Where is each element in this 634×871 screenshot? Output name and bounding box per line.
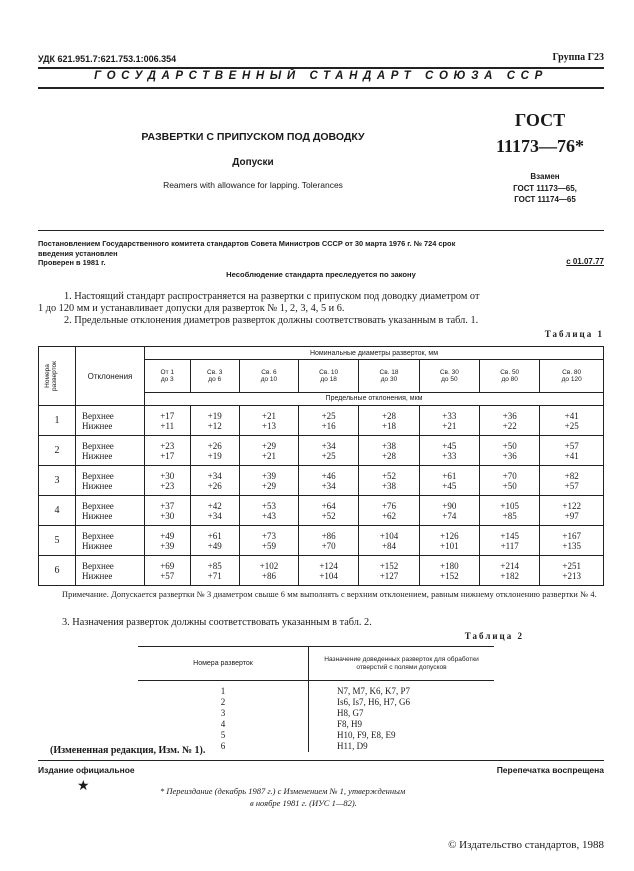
deviation-cell [419, 556, 479, 586]
range-from: Св. 80 [562, 368, 582, 376]
t2-col-purpose: Назначение доведенных разверток для обработки отверстий с полями допусков [309, 647, 495, 681]
paragraph-1b: 1 до 120 мм и устанавливает допуски для разверток № 1, 2, 3, 4, 5 и 6. [38, 303, 345, 314]
lower-value: +25 [564, 420, 579, 431]
deviation-cell [298, 526, 358, 556]
lower-value: +71 [207, 570, 222, 581]
upper-value: +37 [160, 500, 175, 511]
upper-value: +122 [562, 500, 581, 511]
decree-rule [38, 230, 604, 231]
lower-value: +34 [321, 480, 336, 491]
deviation-cell [239, 496, 298, 526]
upper-value: +30 [160, 470, 175, 481]
lower-value: +12 [207, 420, 222, 431]
deviation-cell [239, 406, 298, 436]
range-header [190, 360, 239, 393]
deviation-cell [480, 406, 540, 436]
upper-value: +36 [502, 410, 517, 421]
lower-value: +21 [442, 420, 457, 431]
range-to: до 120 [561, 375, 582, 383]
deviation-cell [359, 466, 419, 496]
limits-header: Предельные отклонения, мкм [145, 392, 604, 405]
table-row [39, 496, 604, 526]
upper-value: +76 [381, 500, 397, 511]
upper-value: +23 [160, 440, 175, 451]
paragraph-2: 2. Предельные отклонения диаметров разверток должны соответствовать указанным в табл. 1. [64, 315, 479, 326]
lower-value: +38 [381, 480, 397, 491]
lower-value: +86 [261, 570, 276, 581]
range-header [359, 360, 419, 393]
range-from: Св. 6 [261, 368, 277, 376]
reamer-number: 5 [39, 526, 76, 556]
deviation-cell [480, 436, 540, 466]
lower-label: Нижнее [82, 510, 113, 521]
deviation-cell [190, 466, 239, 496]
upper-value: +42 [207, 500, 222, 511]
upper-value: +50 [502, 440, 517, 451]
upper-label: Верхнее [82, 470, 114, 481]
upper-value: +46 [321, 470, 336, 481]
range-from: Св. 10 [319, 368, 339, 376]
table-row [39, 466, 604, 496]
upper-value: +167 [562, 530, 581, 541]
range-header [419, 360, 479, 393]
deviation-cell [359, 526, 419, 556]
decree-line-1: Постановлением Государственного комитета стандартов Совета Министров СССР от 30 марта 1976 г. № 724 срок [38, 239, 456, 248]
purpose-table [138, 646, 494, 752]
lower-value: +127 [379, 570, 399, 581]
english-title: Reamers with allowance for lapping. Tolerances [163, 180, 343, 190]
upper-value: +90 [442, 500, 457, 511]
lower-value: +21 [261, 450, 276, 461]
deviation-cell [540, 436, 604, 466]
decree-line-2: введения установлен [38, 249, 118, 258]
lower-value: +84 [381, 540, 397, 551]
footer-rule [38, 760, 604, 761]
reprint-prohibited: Перепечатка воспрещена [496, 765, 604, 775]
header-rule-top [38, 67, 604, 69]
table-row [39, 556, 604, 586]
decree-line-3: Проверен в 1981 г. [38, 258, 106, 267]
upper-value: +34 [207, 470, 222, 481]
deviation-cell [540, 556, 604, 586]
upper-value: +29 [261, 440, 276, 451]
range-header [298, 360, 358, 393]
deviation-labels [76, 436, 145, 466]
lower-value: +152 [440, 570, 459, 581]
deviation-cell [480, 556, 540, 586]
t2-purpose: N7, M7, K6, K7, P7 [337, 686, 411, 696]
upper-value: +52 [381, 470, 397, 481]
table-row [138, 719, 494, 730]
upper-value: +102 [259, 560, 279, 571]
t2-purpose: H11, D9 [337, 741, 368, 751]
state-standard-banner: ГОСУДАРСТВЕННЫЙ СТАНДАРТ СОЮЗА ССР [94, 70, 548, 82]
lower-label: Нижнее [82, 420, 113, 431]
document-subtitle: Допуски [232, 157, 274, 168]
lower-value: +62 [381, 510, 397, 521]
table-row [138, 697, 494, 708]
upper-value: +25 [321, 410, 336, 421]
deviation-cell [540, 406, 604, 436]
deviation-cell [190, 526, 239, 556]
table-row [39, 406, 604, 436]
t2-reamer-number: 6 [138, 741, 309, 752]
range-from: Св. 3 [207, 368, 223, 376]
lower-value: +18 [381, 420, 397, 431]
lower-value: +59 [261, 540, 276, 551]
replaces-label: Взамен [530, 172, 560, 181]
range-header [480, 360, 540, 393]
upper-value: +17 [160, 410, 175, 421]
upper-value: +64 [321, 500, 336, 511]
col-number-header [39, 347, 76, 406]
reissue-note: * Переиздание (декабрь 1987 г.) с Изменением № 1, утвержденным [160, 786, 406, 796]
paragraph-3: 3. Назначения разверток должны соответствовать указанным в табл. 2. [62, 617, 372, 628]
lower-value: +39 [160, 540, 175, 551]
lower-value: +30 [160, 510, 175, 521]
range-header [145, 360, 191, 393]
deviation-cell [145, 556, 191, 586]
lower-value: +85 [502, 510, 517, 521]
lower-value: +57 [564, 480, 579, 491]
upper-label: Верхнее [82, 410, 114, 421]
paragraph-1a: 1. Настоящий стандарт распространяется на развертки с припуском под доводку диаметром от [64, 291, 480, 302]
upper-value: +251 [562, 560, 581, 571]
header-rule-bottom [38, 87, 604, 89]
deviation-cell [419, 436, 479, 466]
group-code: Группа Г23 [552, 52, 604, 63]
deviation-cell [480, 466, 540, 496]
upper-value: +26 [207, 440, 222, 451]
lower-label: Нижнее [82, 450, 113, 461]
range-to: до 50 [441, 375, 458, 383]
deviation-labels [76, 466, 145, 496]
upper-value: +19 [207, 410, 222, 421]
range-to: до 18 [320, 375, 337, 383]
deviation-cell [190, 496, 239, 526]
lower-value: +70 [321, 540, 336, 551]
group-header: Номинальные диаметры разверток, мм [145, 347, 604, 360]
lower-value: +41 [564, 450, 579, 461]
upper-value: +152 [379, 560, 399, 571]
deviation-cell [190, 406, 239, 436]
lower-value: +135 [562, 540, 581, 551]
lower-value: +213 [562, 570, 581, 581]
t2-purpose: Is6, Is7, H6, H7, G6 [337, 697, 410, 707]
deviation-cell [419, 526, 479, 556]
upper-value: +70 [502, 470, 517, 481]
table-row [138, 730, 494, 741]
lower-value: +16 [321, 420, 336, 431]
star-icon: ★ [77, 779, 90, 794]
lower-value: +50 [502, 480, 517, 491]
t2-purpose: H8, G7 [337, 708, 364, 718]
t2-reamer-number: 4 [138, 719, 309, 730]
lower-value: +101 [440, 540, 459, 551]
range-from: Св. 50 [500, 368, 520, 376]
edition-note: (Измененная редакция, Изм. № 1). [50, 745, 206, 756]
lower-value: +22 [502, 420, 517, 431]
t2-reamer-number: 3 [138, 708, 309, 719]
range-to: до 3 [160, 375, 174, 383]
lower-value: +34 [207, 510, 222, 521]
upper-label: Верхнее [82, 530, 114, 541]
upper-value: +145 [500, 530, 519, 541]
t2-purpose: F8, H9 [337, 719, 363, 729]
range-from: Св. 18 [379, 368, 399, 376]
reamer-number: 6 [39, 556, 76, 586]
lower-label: Нижнее [82, 480, 113, 491]
deviation-cell [190, 556, 239, 586]
range-from: От 1 [160, 368, 174, 376]
deviation-cell [480, 496, 540, 526]
upper-label: Верхнее [82, 500, 114, 511]
deviation-cell [239, 526, 298, 556]
upper-value: +53 [261, 500, 276, 511]
upper-value: +105 [500, 500, 519, 511]
deviation-cell [359, 406, 419, 436]
lower-value: +43 [261, 510, 276, 521]
lower-value: +97 [564, 510, 579, 521]
deviation-cell [145, 466, 191, 496]
table-row [138, 708, 494, 719]
upper-value: +38 [381, 440, 397, 451]
table2-caption: Таблица 2 [464, 631, 524, 641]
lower-value: +52 [321, 510, 336, 521]
lower-value: +57 [160, 570, 175, 581]
deviation-cell [298, 496, 358, 526]
lower-value: +182 [500, 570, 519, 581]
upper-value: +34 [321, 440, 336, 451]
upper-value: +85 [207, 560, 222, 571]
upper-value: +41 [564, 410, 579, 421]
deviation-cell [145, 436, 191, 466]
range-to: до 6 [208, 375, 222, 383]
upper-value: +28 [381, 410, 397, 421]
deviation-labels [76, 526, 145, 556]
deviation-cell [540, 496, 604, 526]
deviation-cell [298, 436, 358, 466]
deviation-cell [239, 466, 298, 496]
deviation-cell [480, 526, 540, 556]
lower-label: Нижнее [82, 570, 113, 581]
lower-value: +23 [160, 480, 175, 491]
reamer-number: 1 [39, 406, 76, 436]
lower-value: +36 [502, 450, 517, 461]
col-deviation-header: Отклонения [76, 347, 145, 406]
upper-value: +33 [442, 410, 457, 421]
upper-value: +214 [500, 560, 519, 571]
udk-code: УДК 621.951.7:621.753.1:006.354 [38, 54, 177, 64]
range-header [540, 360, 604, 393]
deviation-labels [76, 406, 145, 436]
table-row [39, 526, 604, 556]
lower-value: +104 [319, 570, 338, 581]
upper-value: +61 [207, 530, 222, 541]
reissue-note-2: в ноябре 1981 г. (ИУС 1—82). [250, 798, 357, 808]
lower-value: +13 [261, 420, 276, 431]
deviation-cell [239, 436, 298, 466]
reamer-number: 3 [39, 466, 76, 496]
effective-date: с 01.07.77 [566, 257, 604, 266]
upper-value: +180 [440, 560, 459, 571]
deviation-cell [298, 556, 358, 586]
document-title: РАЗВЕРТКИ С ПРИПУСКОМ ПОД ДОВОДКУ [141, 131, 365, 143]
upper-value: +124 [319, 560, 338, 571]
upper-value: +39 [261, 470, 276, 481]
deviation-cell [359, 436, 419, 466]
table-row [39, 436, 604, 466]
lower-value: +25 [321, 450, 336, 461]
t2-purpose: H10, F9, E8, E9 [337, 730, 396, 740]
reamer-number: 2 [39, 436, 76, 466]
range-to: до 80 [501, 375, 518, 383]
upper-value: +57 [564, 440, 579, 451]
upper-value: +49 [160, 530, 175, 541]
table-note [38, 590, 604, 600]
deviation-labels [76, 496, 145, 526]
t2-reamer-number: 1 [138, 681, 309, 698]
lower-value: +117 [500, 540, 519, 551]
upper-value: +126 [440, 530, 459, 541]
t2-col-number: Номера разверток [138, 647, 309, 681]
law-warning: Несоблюдение стандарта преследуется по закону [226, 270, 416, 279]
deviation-cell [190, 436, 239, 466]
deviation-labels [76, 556, 145, 586]
tolerance-table [38, 346, 604, 586]
upper-value: +82 [564, 470, 579, 481]
upper-value: +69 [160, 560, 175, 571]
deviation-cell [145, 496, 191, 526]
range-from: Св. 30 [439, 368, 459, 376]
lower-value: +26 [207, 480, 222, 491]
upper-value: +86 [321, 530, 336, 541]
deviation-cell [298, 406, 358, 436]
replaces-1: ГОСТ 11173—65, [513, 184, 577, 193]
range-to: до 10 [260, 375, 278, 383]
lower-label: Нижнее [82, 540, 113, 551]
table-note-text: Примечание. Допускается развертки № 3 диаметром свыше 6 мм выполнять с верхним отклонением, равным нижнему отклонению развертки № 4. [62, 590, 597, 599]
range-to: до 30 [380, 375, 398, 383]
deviation-cell [239, 556, 298, 586]
t2-reamer-number: 5 [138, 730, 309, 741]
deviation-cell [359, 496, 419, 526]
copyright: © Издательство стандартов, 1988 [448, 839, 604, 851]
upper-label: Верхнее [82, 440, 114, 451]
col-number-label: Номера разверток [44, 361, 58, 391]
lower-value: +45 [442, 480, 457, 491]
upper-value: +45 [442, 440, 457, 451]
lower-value: +28 [381, 450, 397, 461]
table-row [138, 681, 494, 698]
lower-value: +19 [207, 450, 222, 461]
gost-number: 11173—76* [495, 136, 584, 156]
lower-value: +74 [442, 510, 457, 521]
range-header [239, 360, 298, 393]
lower-value: +17 [160, 450, 175, 461]
deviation-cell [540, 526, 604, 556]
deviation-cell [540, 466, 604, 496]
upper-value: +73 [261, 530, 276, 541]
table1-caption: Таблица 1 [544, 329, 604, 339]
deviation-cell [145, 526, 191, 556]
deviation-cell [419, 466, 479, 496]
deviation-cell [359, 556, 419, 586]
upper-value: +104 [379, 530, 399, 541]
lower-value: +29 [261, 480, 276, 491]
official-edition: Издание официальное [38, 765, 135, 775]
upper-value: +61 [442, 470, 457, 481]
upper-label: Верхнее [82, 560, 114, 571]
t2-reamer-number: 2 [138, 697, 309, 708]
replaces-2: ГОСТ 11174—65 [514, 195, 576, 204]
deviation-cell [419, 406, 479, 436]
deviation-cell [298, 466, 358, 496]
upper-value: +21 [261, 410, 276, 421]
lower-value: +49 [207, 540, 222, 551]
lower-value: +11 [160, 420, 175, 431]
lower-value: +33 [442, 450, 457, 461]
gost-label: ГОСТ [514, 110, 566, 130]
reamer-number: 4 [39, 496, 76, 526]
deviation-cell [419, 496, 479, 526]
deviation-cell [145, 406, 191, 436]
